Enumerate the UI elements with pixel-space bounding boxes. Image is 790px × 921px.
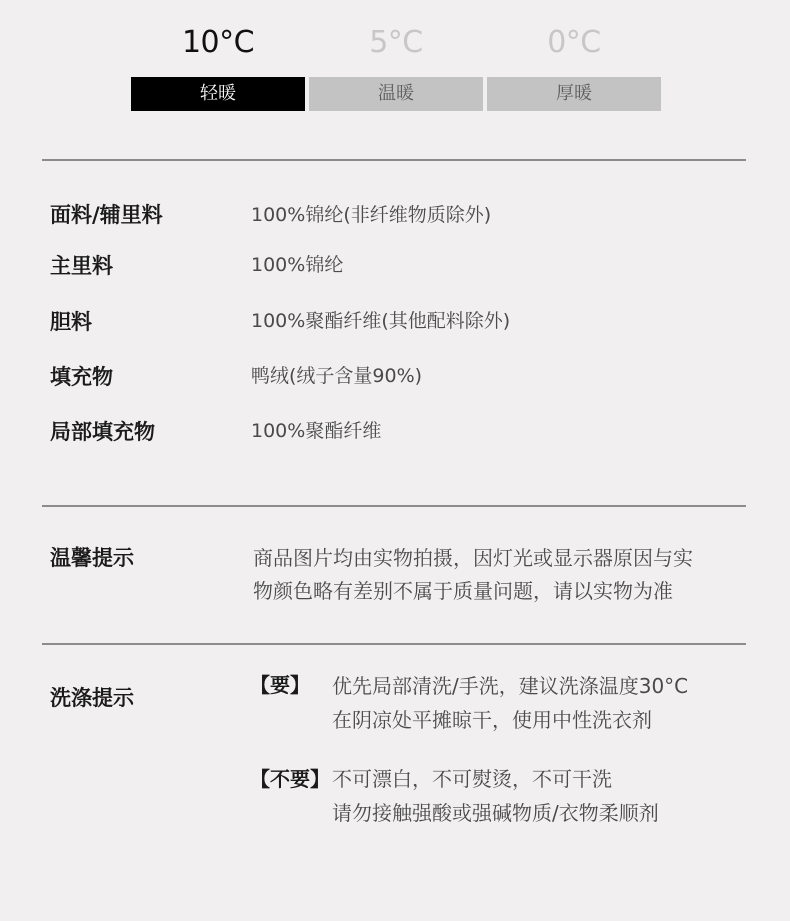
material-label: 主里料 [50, 254, 113, 278]
washing-do-tag: 【要】 [250, 673, 310, 697]
material-value: 100%锦纶(非纤维物质除外) [251, 204, 492, 226]
temperature-values [131, 22, 661, 67]
material-value: 100%聚酯纤维(其他配料除外) [251, 310, 511, 332]
washing-dont-line: 请勿接触强酸或强碱物质/衣物柔顺剂 [332, 801, 659, 825]
material-value: 100%锦纶 [251, 254, 344, 276]
temperature-value-light: 10°C [181, 25, 255, 60]
material-label: 局部填充物 [50, 420, 155, 444]
material-label: 填充物 [50, 365, 113, 389]
material-value: 鸭绒(绒子含量90%) [251, 365, 423, 387]
section-divider [42, 159, 746, 161]
washing-do-line: 在阴凉处平摊晾干，使用中性洗衣剂 [332, 708, 652, 732]
tab-thick-warm[interactable]: 厚暖 [487, 77, 661, 111]
washing-dont-line: 不可漂白，不可熨烫，不可干洗 [332, 767, 612, 791]
temperature-value-warm: 5°C [369, 25, 423, 60]
material-value: 100%聚酯纤维 [251, 420, 382, 442]
tab-warm[interactable]: 温暖 [309, 77, 483, 111]
tips-label: 温馨提示 [50, 546, 134, 570]
washing-label: 洗涤提示 [50, 686, 134, 710]
material-label: 胆料 [50, 310, 92, 334]
section-divider [42, 643, 746, 645]
section-divider [42, 505, 746, 507]
tips-line: 商品图片均由实物拍摄，因灯光或显示器原因与实 [253, 546, 693, 570]
temperature-value-thick: 0°C [547, 25, 601, 60]
washing-do-line: 优先局部清洗/手洗，建议洗涤温度30°C [332, 674, 689, 698]
tips-line: 物颜色略有差别不属于质量问题，请以实物为准 [253, 579, 673, 603]
tab-light-warm[interactable]: 轻暖 [131, 77, 305, 111]
washing-dont-tag: 【不要】 [250, 767, 330, 791]
material-label: 面料/辅里料 [50, 203, 163, 227]
